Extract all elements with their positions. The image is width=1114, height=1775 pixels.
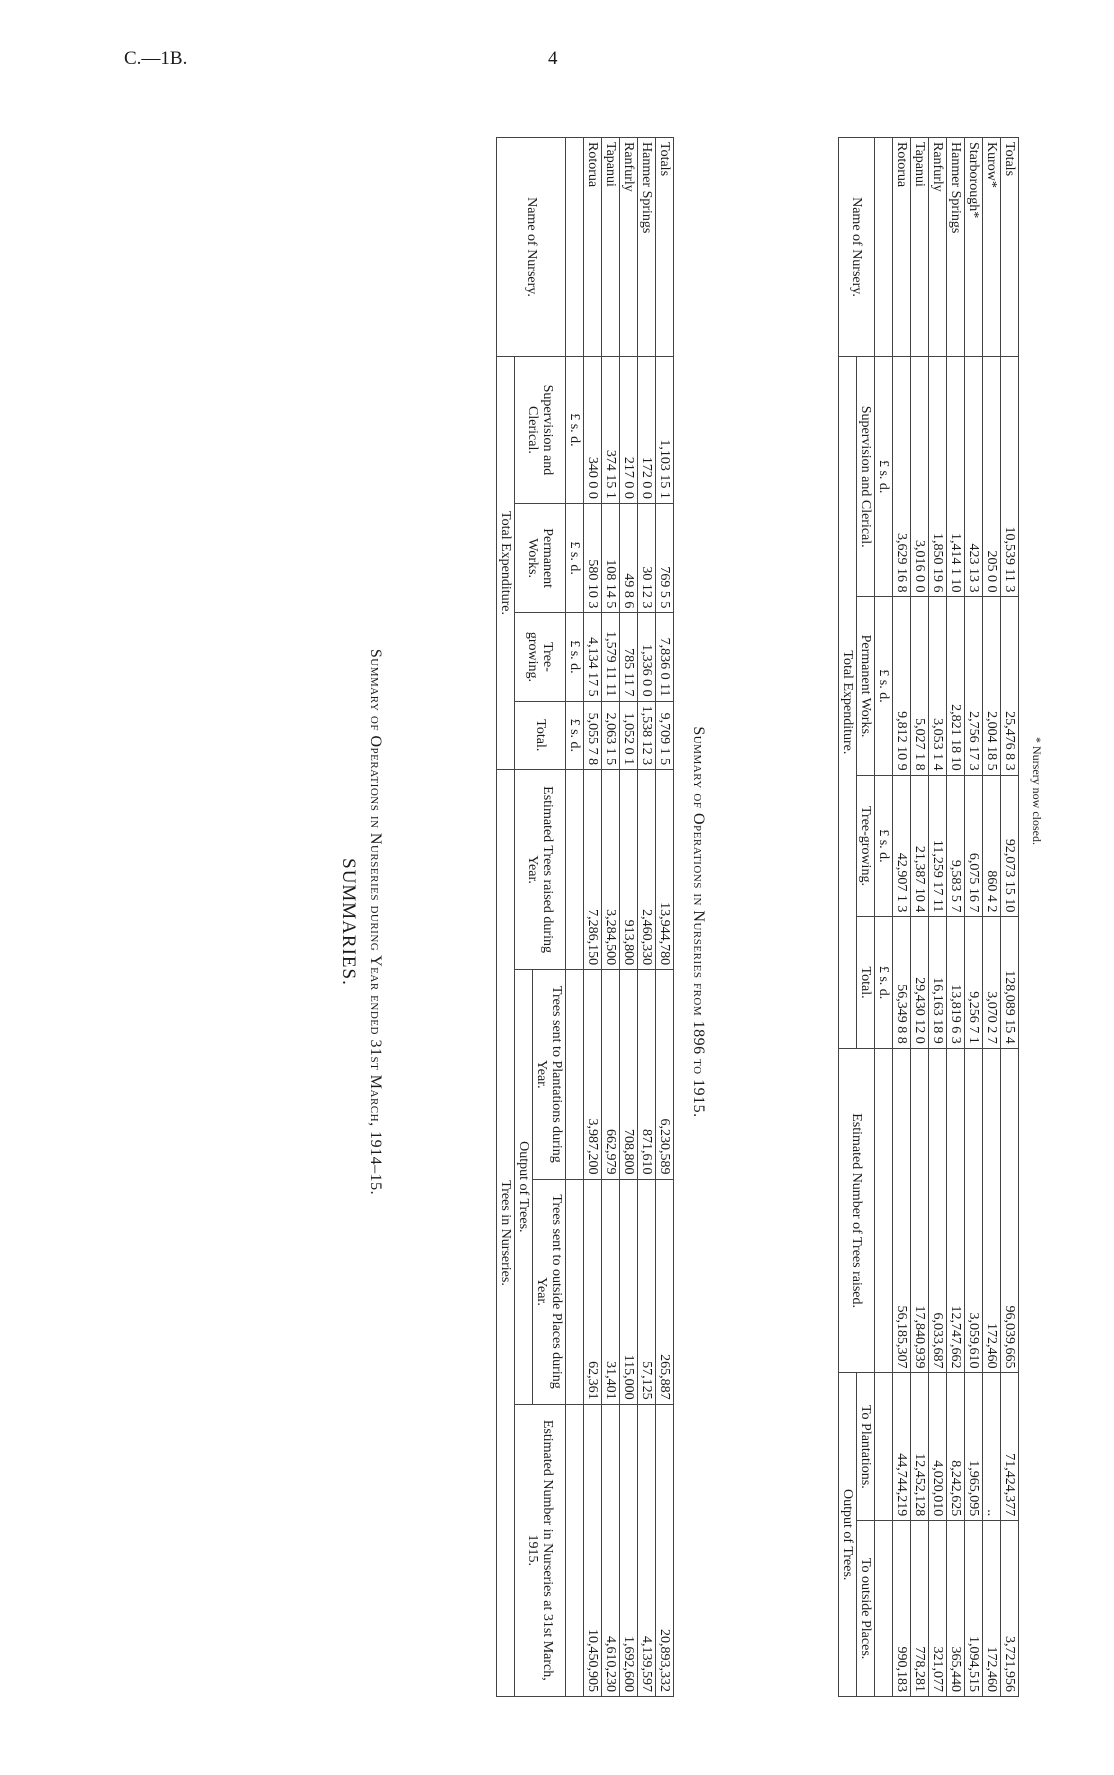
- table-header-row: [857, 138, 875, 1697]
- cell-to-outside: 778,281: [912, 1646, 927, 1692]
- cell-tree-growing: 6,075 16 7: [966, 852, 981, 913]
- cell-total: 29,430 12 0: [912, 977, 927, 1044]
- cell-to-plantations: 8,242,625: [948, 1460, 963, 1517]
- table2: [838, 137, 1019, 1697]
- col-header-trees-in-nurseries: Trees in Nurseries.: [498, 1180, 513, 1286]
- cell-raised: 2,460,330: [639, 909, 654, 966]
- row-name: Ranfurly: [621, 142, 636, 192]
- cell-permanent: 9,812 10 9: [894, 711, 909, 771]
- cell-estimated: 4,139,597: [639, 1636, 654, 1692]
- table-row: [620, 138, 638, 1697]
- footnote: * Nursery now closed.: [1030, 737, 1044, 845]
- units-label: £ s. d.: [876, 965, 891, 1000]
- page-title: SUMMARIES.: [338, 858, 359, 986]
- units-label: £ s. d.: [876, 669, 891, 703]
- row-name: Kurow*: [984, 142, 999, 188]
- cell-permanent: 3,053 1 4: [930, 718, 945, 771]
- cell-estimated: 4,610,230: [603, 1636, 618, 1692]
- cell-supervision: 1,850 19 6: [930, 532, 945, 593]
- col-header-total: Total.: [858, 966, 873, 999]
- cell-to-plantations: 871,610: [639, 1129, 654, 1175]
- totals-label: Totals: [1002, 142, 1017, 177]
- cell-supervision: 374 15 1: [603, 449, 618, 499]
- table-row: [638, 138, 656, 1697]
- cell-raised: 3,284,500: [603, 909, 618, 966]
- cell-permanent: 108 14 5: [603, 559, 618, 609]
- cell-total: 9,256 7 1: [966, 991, 981, 1044]
- col-header-to-outside: Trees sent to outside Places during Year.: [534, 1194, 564, 1389]
- cell-to-outside: 62,361: [585, 1361, 600, 1400]
- col-header-total: Total.: [532, 719, 548, 752]
- cell-tree-growing: 11,259 17 11: [930, 839, 945, 913]
- cell-to-outside: 321,077: [930, 1646, 945, 1692]
- table-row: [947, 138, 965, 1697]
- total-to-outside: 265,887: [657, 1354, 672, 1400]
- cell-to-outside: 115,000: [621, 1354, 636, 1400]
- cell-to-outside: 1,094,515: [966, 1636, 981, 1692]
- total-permanent: 769 5 5: [657, 566, 672, 609]
- cell-tree-growing: 1,336 0 0: [639, 644, 654, 697]
- cell-to-plantations: 708,800: [621, 1129, 636, 1175]
- cell-permanent: 2,756 17 3: [966, 711, 981, 771]
- cell-supervision: 423 13 3: [966, 543, 981, 593]
- col-header-permanent: Permanent Works.: [525, 528, 555, 589]
- col-header-name: Name of Nursery.: [523, 197, 539, 297]
- total-to-outside: 3,721,956: [1002, 1636, 1017, 1692]
- row-name: Tapanui: [912, 142, 927, 187]
- units-label: £ s. d.: [567, 718, 582, 753]
- total-raised: 96,039,665: [1002, 1305, 1017, 1369]
- page-code: C.—1B.: [124, 48, 188, 69]
- cell-to-plantations: 4,020,010: [930, 1460, 945, 1517]
- total-supervision: 1,103 15 1: [657, 439, 672, 499]
- table-row: [929, 138, 947, 1697]
- cell-to-plantations: 44,744,219: [894, 1453, 909, 1517]
- row-name: Tapanui: [603, 142, 618, 187]
- table-row: [602, 138, 620, 1697]
- total-tree-growing: 7,836 0 11: [657, 637, 672, 697]
- col-header-output: Output of Trees.: [516, 1141, 531, 1233]
- totals-row: [656, 138, 674, 1697]
- cell-raised: 7,286,150: [585, 909, 600, 966]
- cell-total: 16,163 18 9: [930, 977, 945, 1044]
- col-header-tree-growing: Tree-growing.: [858, 805, 873, 886]
- cell-to-plantations: 12,452,128: [912, 1453, 927, 1517]
- total-raised: 13,944,780: [657, 902, 672, 966]
- total-supervision: 10,539 11 3: [1002, 526, 1017, 593]
- cell-permanent: 49 8 6: [621, 573, 636, 609]
- cell-raised: 913,800: [621, 919, 636, 966]
- cell-total: 2,063 1 5: [603, 712, 618, 766]
- table-header-row: [497, 138, 515, 1697]
- row-name: Starborough*: [966, 142, 981, 219]
- cell-total: 3,070 2 7: [984, 991, 999, 1044]
- cell-raised: 3,059,610: [966, 1312, 981, 1369]
- cell-total: 5,055 7 8: [585, 712, 600, 766]
- cell-to-outside: 31,401: [603, 1361, 618, 1400]
- col-header-raised: Estimated Number of Trees raised.: [849, 1113, 864, 1308]
- cell-supervision: 1,414 1 10: [948, 532, 963, 593]
- total-permanent: 25,476 8 3: [1002, 711, 1017, 771]
- row-name: Hanmer Springs: [948, 142, 963, 234]
- cell-tree-growing: 21,387 10 4: [912, 845, 927, 913]
- table-header-row: [515, 138, 533, 1697]
- cell-estimated: 10,450,905: [585, 1629, 600, 1692]
- row-name: Ranfurly: [930, 142, 945, 192]
- table1-caption: Summary of Operations in Nurseries during Year ended 31st March, 1914–15.: [367, 648, 384, 1196]
- col-header-supervision: Supervision and Clerical.: [525, 384, 555, 476]
- cell-permanent: 5,027 1 8: [912, 718, 927, 771]
- cell-permanent: 2,004 18 5: [984, 711, 999, 771]
- cell-tree-growing: 42,907 1 3: [894, 852, 909, 913]
- cell-tree-growing: 9,583 5 7: [948, 859, 963, 913]
- col-header-to-plantations: To Plantations.: [858, 1404, 873, 1489]
- cell-tree-growing: 4,134 17 5: [585, 637, 600, 697]
- table-row: [965, 138, 983, 1697]
- cell-permanent: 30 12 3: [639, 566, 654, 609]
- cell-to-outside: 990,183: [894, 1646, 909, 1692]
- row-name: Rotorua: [585, 142, 600, 188]
- cell-raised: 17,840,939: [912, 1305, 927, 1369]
- units-label: £ s. d.: [876, 829, 891, 863]
- rotated-sheet: [194, 97, 1114, 1747]
- col-header-tree-growing: Tree-growing.: [525, 631, 555, 683]
- cell-permanent: 2,821 18 10: [948, 704, 963, 771]
- cell-to-outside: 365,440: [948, 1646, 963, 1692]
- total-tree-growing: 92,073 15 10: [1002, 838, 1017, 913]
- cell-tree-growing: 860 4 2: [984, 870, 999, 913]
- total-to-plantations: 6,230,589: [657, 1118, 672, 1175]
- cell-to-plantations: 662,979: [603, 1129, 618, 1175]
- units-label: £ s. d.: [567, 541, 582, 575]
- cell-raised: 56,185,307: [894, 1305, 909, 1369]
- cell-total: 1,538 12 3: [639, 705, 654, 766]
- units-row: [875, 138, 893, 1697]
- col-header-to-outside: To outside Places.: [858, 1557, 873, 1660]
- cell-supervision: 3,629 16 8: [894, 532, 909, 593]
- col-header-output: Output of Trees.: [840, 1489, 855, 1581]
- cell-total: 1,052 0 1: [621, 712, 636, 766]
- cell-raised: 172,460: [984, 1322, 999, 1369]
- table2-caption: Summary of Operations in Nurseries from 1896 to 1915.: [690, 726, 707, 1118]
- table-row: [584, 138, 602, 1697]
- col-header-to-plantations: Trees sent to Plantations during Year.: [534, 985, 564, 1163]
- cell-total: 56,349 8 8: [894, 984, 909, 1044]
- table-row: [893, 138, 911, 1697]
- cell-supervision: 172 0 0: [639, 456, 654, 499]
- cell-permanent: 580 10 3: [585, 559, 600, 609]
- cell-to-plantations: 1,965,095: [966, 1460, 981, 1517]
- cell-tree-growing: 1,579 11 11: [603, 631, 618, 697]
- cell-estimated: 1,692,600: [621, 1636, 636, 1692]
- cell-supervision: 3,016 0 0: [912, 539, 927, 593]
- col-header-total-expenditure: Total Expenditure.: [498, 511, 513, 616]
- col-header-total-expenditure: Total Expenditure.: [840, 650, 855, 755]
- cell-to-outside: 172,460: [984, 1646, 999, 1692]
- cell-tree-growing: 785 11 7: [621, 648, 636, 697]
- row-name: Hanmer Springs: [639, 142, 654, 234]
- cell-to-plantations: ..: [984, 1509, 999, 1517]
- table-row: [911, 138, 929, 1697]
- col-header-supervision: Supervision and Clerical.: [858, 405, 873, 548]
- table-row: [983, 138, 1001, 1697]
- page-number: 4: [548, 48, 558, 69]
- row-name: Rotorua: [894, 142, 909, 188]
- units-label: £ s. d.: [567, 640, 582, 674]
- cell-to-plantations: 3,987,200: [585, 1118, 600, 1175]
- units-row: [566, 138, 584, 1697]
- total-total: 9,709 1 5: [657, 712, 672, 766]
- total-estimated: 20,893,332: [657, 1629, 672, 1692]
- col-header-permanent: Permanent Works.: [858, 634, 873, 738]
- col-header-name: Name of Nursery.: [849, 197, 864, 297]
- table-header-row: [839, 138, 857, 1697]
- cell-raised: 6,033,687: [930, 1312, 945, 1369]
- units-label: £ s. d.: [876, 459, 891, 494]
- cell-total: 13,819 6 3: [948, 984, 963, 1044]
- cell-to-outside: 57,125: [639, 1361, 654, 1400]
- cell-supervision: 217 0 0: [621, 456, 636, 499]
- totals-row: [1001, 138, 1019, 1697]
- col-header-raised: Estimated Trees raised during Year.: [525, 786, 555, 953]
- units-label: £ s. d.: [567, 413, 582, 447]
- table1: [496, 137, 674, 1697]
- col-header-estimated: Estimated Number in Nurseries at 31st March, 1915.: [525, 1419, 555, 1681]
- totals-label: Totals: [657, 142, 672, 177]
- total-to-plantations: 71,424,377: [1002, 1453, 1017, 1517]
- cell-supervision: 340 0 0: [585, 456, 600, 499]
- cell-supervision: 205 0 0: [984, 550, 999, 593]
- cell-raised: 12,747,662: [948, 1305, 963, 1369]
- total-total: 128,089 15 4: [1002, 970, 1017, 1044]
